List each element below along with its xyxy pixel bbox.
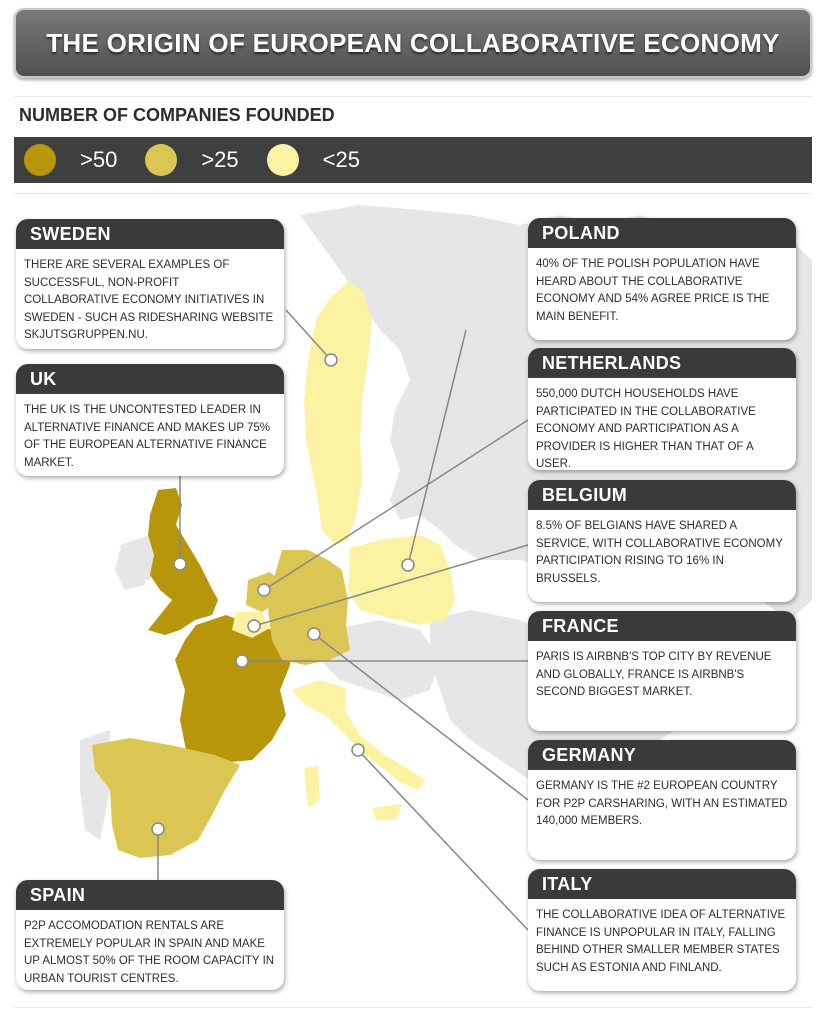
legend-swatch-low (267, 144, 299, 176)
divider (14, 96, 812, 97)
legend-label-mid: >25 (201, 147, 239, 172)
card-header (16, 880, 284, 910)
card-netherlands (528, 348, 796, 470)
marker-poland (402, 559, 414, 571)
marker-france (236, 655, 248, 667)
divider (14, 1007, 812, 1008)
card-text-spain: P2P ACCOMODATION RENTALS ARE EXTREMELY POPULAR IN SPAIN AND MAKE UP ALMOST 50% OF THE ROOM CAPACITY IN URBAN TOURIST CENTRES. (24, 920, 275, 985)
card-france (528, 611, 796, 731)
card-text-italy: THE COLLABORATIVE IDEA OF ALTERNATIVE FINANCE IS UNPOPULAR IN ITALY, FALLING BEHIND OTHER SMALLER MEMBER STATES SUCH AS ESTONIA AND FINLAND. (536, 909, 786, 974)
marker-germany (308, 628, 320, 640)
country-sweden (304, 282, 372, 545)
card-header (528, 869, 796, 899)
card-spain (16, 880, 284, 990)
marker-netherlands (258, 584, 270, 596)
legend-heading: NUMBER OF COMPANIES FOUNDED (19, 105, 335, 125)
card-header (528, 218, 796, 248)
marker-belgium (248, 620, 260, 632)
card-title-italy: ITALY (542, 873, 593, 894)
card-header (528, 611, 796, 641)
title-banner (14, 8, 812, 78)
country-italy-sicily (372, 804, 402, 820)
legend-item-mid (145, 144, 238, 176)
card-uk (16, 364, 284, 476)
card-title-poland: POLAND (542, 222, 620, 243)
card-header (528, 348, 796, 378)
card-title-uk: UK (30, 368, 57, 389)
country-poland (348, 535, 455, 625)
page-title: THE ORIGIN OF EUROPEAN COLLABORATIVE ECONOMY (46, 27, 780, 58)
marker-italy (352, 744, 364, 756)
card-header (16, 219, 284, 249)
legend-label-low: <25 (322, 147, 360, 172)
card-text-uk: THE UK IS THE UNCONTESTED LEADER IN ALTERNATIVE FINANCE AND MAKES UP 75% OF THE EUROPEAN ALTERNATIVE FINANCE MARKET. (24, 404, 271, 469)
card-belgium (528, 480, 796, 602)
card-title-france: FRANCE (542, 615, 619, 636)
card-header (528, 480, 796, 510)
marker-uk (174, 558, 186, 570)
card-title-spain: SPAIN (30, 884, 86, 905)
card-text-sweden: THERE ARE SEVERAL EXAMPLES OF SUCCESSFUL, NON-PROFIT COLLABORATIVE ECONOMY INITIATIVES IN SWEDEN - SUCH AS RIDESHARING WEBSITE SKJUTSGRUPPEN.NU. (24, 259, 274, 342)
legend-item-high (24, 144, 117, 176)
card-title-sweden: SWEDEN (30, 223, 111, 244)
marker-sweden (325, 354, 337, 366)
marker-spain (152, 823, 164, 835)
country-germany (268, 550, 350, 665)
card-text-france: PARIS IS AIRBNB'S TOP CITY BY REVENUE AND GLOBALLY, FRANCE IS AIRBNB'S SECOND BIGGEST MARKET. (536, 651, 772, 699)
legend (14, 137, 812, 183)
card-text-germany: GERMANY IS THE #2 EUROPEAN COUNTRY FOR P2P CARSHARING, WITH AN ESTIMATED 140,000 MEMBERS. (536, 780, 788, 828)
card-header (16, 364, 284, 394)
legend-label-high: >50 (80, 147, 118, 172)
card-title-germany: GERMANY (542, 744, 637, 765)
card-text-netherlands: 550,000 DUTCH HOUSEHOLDS HAVE PARTICIPATED IN THE COLLABORATIVE ECONOMY AND PARTICIPATION AS A PROVIDER IS HIGHER THAN THAT OF A USER. (536, 388, 756, 470)
country-italy-sardinia (304, 766, 320, 808)
card-sweden (16, 219, 284, 349)
card-title-belgium: BELGIUM (542, 484, 628, 505)
card-title-netherlands: NETHERLANDS (542, 352, 682, 373)
card-text-belgium: 8.5% OF BELGIANS HAVE SHARED A SERVICE, WITH COLLABORATIVE ECONOMY PARTICIPATION RISING TO 16% IN BRUSSELS. (536, 520, 783, 585)
legend-item-low (267, 144, 360, 176)
card-header (528, 740, 796, 770)
card-poland (528, 218, 796, 340)
legend-swatch-high (24, 144, 56, 176)
card-germany (528, 740, 796, 860)
card-italy (528, 869, 796, 991)
card-text-poland: 40% OF THE POLISH POPULATION HAVE HEARD ABOUT THE COLLABORATIVE ECONOMY AND 54% AGREE PRICE IS THE MAIN BENEFIT. (536, 258, 770, 323)
legend-swatch-mid (145, 144, 177, 176)
